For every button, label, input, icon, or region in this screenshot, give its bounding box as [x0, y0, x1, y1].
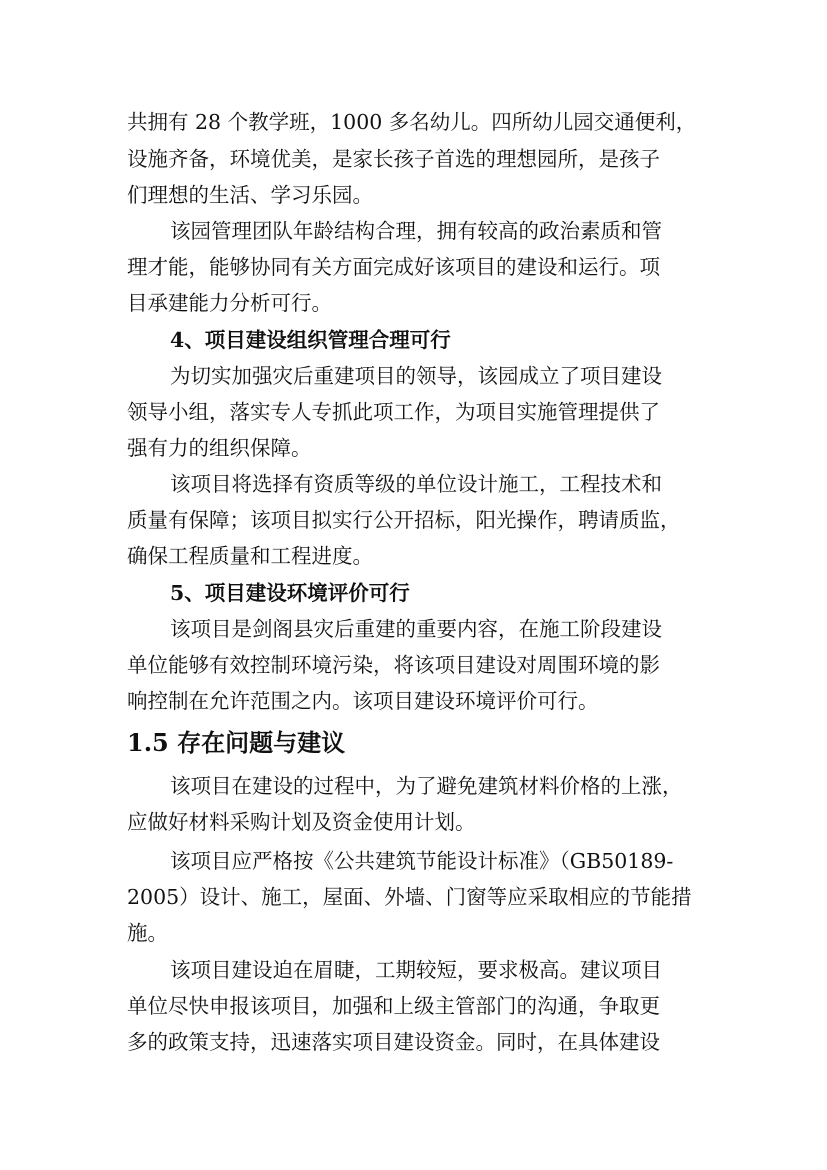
section-heading: 4、项目建设组织管理合理可行	[170, 328, 451, 352]
body-line: 质量有保障；该项目拟实行公开招标，阳光操作，聘请质监，	[127, 508, 681, 532]
body-line: 该项目应严格按《公共建筑节能设计标准》（GB50189-	[170, 849, 674, 873]
body-line: 为切实加强灾后重建项目的领导，该园成立了项目建设	[170, 364, 662, 388]
body-line: 响控制在允许范围之内。该项目建设环境评价可行。	[127, 689, 599, 713]
body-line: 多的政策支持，迅速落实项目建设资金。同时，在具体建设	[127, 1030, 660, 1054]
body-line: 施。	[127, 921, 168, 945]
body-line: 2005）设计、施工，屋面、外墙、门窗等应采取相应的节能措	[127, 885, 692, 909]
body-line: 该项目在建设的过程中，为了避免建筑材料价格的上涨，	[170, 774, 683, 798]
body-line: 确保工程质量和工程进度。	[127, 544, 373, 568]
body-line: 该项目建设迫在眉睫，工期较短，要求极高。建议项目	[170, 958, 662, 982]
body-line: 单位能够有效控制环境污染，将该项目建设对周围环境的影	[127, 653, 660, 677]
chapter-heading: 1.5 存在问题与建议	[127, 728, 346, 757]
body-line: 设施齐备，环境优美，是家长孩子首选的理想园所，是孩子	[127, 147, 660, 171]
body-line: 该项目是剑阁县灾后重建的重要内容，在施工阶段建设	[170, 617, 662, 641]
body-line: 理才能，能够协同有关方面完成好该项目的建设和运行。项	[127, 255, 660, 279]
section-heading: 5、项目建设环境评价可行	[170, 581, 410, 605]
body-line: 共拥有 28 个教学班，1000 多名幼儿。四所幼儿园交通便利，	[127, 110, 697, 134]
body-line: 强有力的组织保障。	[127, 436, 312, 460]
body-line: 该项目将选择有资质等级的单位设计施工，工程技术和	[170, 472, 662, 496]
body-line: 目承建能力分析可行。	[127, 291, 332, 315]
body-line: 们理想的生活、学习乐园。	[127, 183, 373, 207]
body-line: 领导小组，落实专人专抓此项工作，为项目实施管理提供了	[127, 400, 660, 424]
body-line: 该园管理团队年龄结构合理，拥有较高的政治素质和管	[170, 219, 662, 243]
body-line: 应做好材料采购计划及资金使用计划。	[127, 810, 476, 834]
body-line: 单位尽快申报该项目，加强和上级主管部门的沟通，争取更	[127, 994, 660, 1018]
